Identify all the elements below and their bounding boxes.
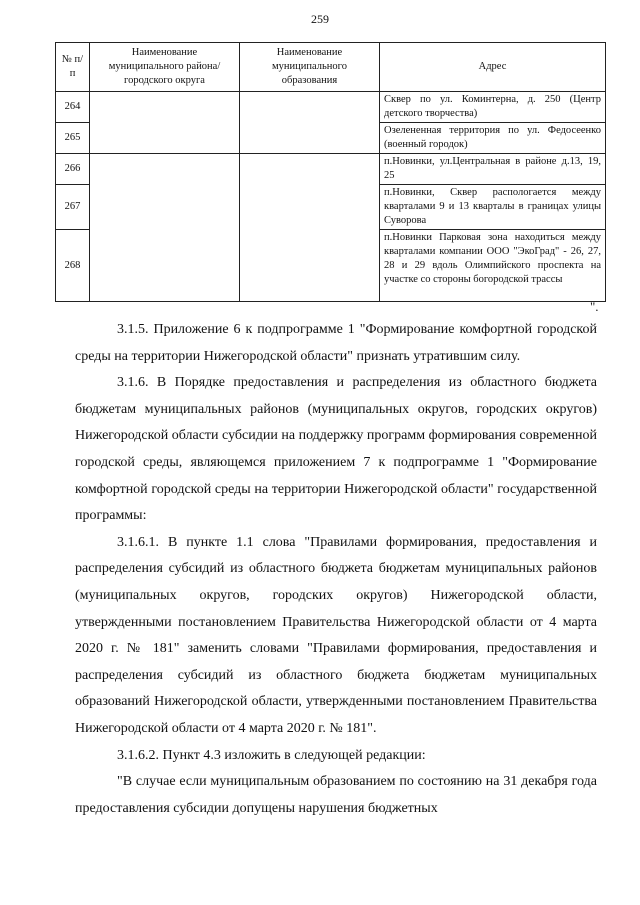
header-number: № п/п bbox=[56, 43, 90, 92]
page-number: 259 bbox=[311, 12, 329, 26]
district-cell bbox=[90, 154, 240, 302]
municipality-cell bbox=[240, 92, 380, 154]
paragraph-3-1-6: 3.1.6. В Порядке предоставления и распределения из областного бюджета бюджетам муниципальных районов (муниципальных округов, городских округов) Нижегородской области субсидии на поддержку программ формирования современной городской среды, являющемся приложением 7 к подпрограмме 1 "Формирование комфортной городской среды на территории Нижегородской области" государственной программы: bbox=[75, 375, 597, 524]
table-row bbox=[56, 92, 606, 123]
address-cell: Сквер по ул. Коминтерна, д. 250 (Центр детского творчества) bbox=[380, 92, 606, 123]
table-row bbox=[56, 154, 606, 185]
paragraph-3-1-6-1: 3.1.6.1. В пункте 1.1 слова "Правилами формирования, предоставления и распределения субсидий из областного бюджета бюджетам муниципальных районов (муниципальных округов, городских округов) Нижегородской области, утвержденными постановлением Правительства Нижегородской области от 4 марта 2020 г. № 181" заменить словами "Правилами формирования, предоставления и распределения субсидий из областного бюджета бюджетам муниципальных образований Нижегородской области, утвержденными постановлением Правительства Нижегородской области от 4 марта 2020 г. № 181". bbox=[75, 534, 597, 736]
address-cell: Озелененная территория по ул. Федосеенко (военный городок) bbox=[380, 123, 606, 154]
paragraph-3-1-6-2: 3.1.6.2. Пункт 4.3 изложить в следующей редакции: bbox=[117, 747, 426, 763]
header-municipality: Наименование муниципального образования bbox=[240, 43, 380, 92]
paragraph-3-1-5: 3.1.5. Приложение 6 к подпрограмме 1 "Формирование комфортной городской среды на территории Нижегородской области" признать утратившим силу. bbox=[75, 322, 597, 364]
address-table bbox=[55, 42, 606, 302]
header-address: Адрес bbox=[380, 43, 606, 92]
table-closing-quote: ". bbox=[590, 299, 599, 314]
row-number: 266 bbox=[56, 154, 90, 185]
row-number: 265 bbox=[56, 123, 90, 154]
table-header-row bbox=[56, 43, 606, 92]
address-cell: п.Новинки, ул.Центральная в районе д.13, 19, 25 bbox=[380, 154, 606, 185]
row-number: 264 bbox=[56, 92, 90, 123]
paragraph-quote-start: "В случае если муниципальным образованием по состоянию на 31 декабря года предоставления субсидии допущены нарушения бюджетных bbox=[75, 774, 597, 816]
address-cell: п.Новинки, Сквер распологается между кварталами 9 и 13 кварталы в границах улицы Суворова bbox=[380, 185, 606, 230]
district-cell bbox=[90, 92, 240, 154]
address-cell: п.Новинки Парковая зона находиться между кварталами компании ООО "ЭкоГрад" - 26, 27, 28 и 29 вдоль Олимпийского проспекта на участке со стороны богородской трассы bbox=[380, 230, 606, 302]
document-body bbox=[75, 317, 597, 822]
header-district: Наименование муниципального района/ городского округа bbox=[90, 43, 240, 92]
row-number: 267 bbox=[56, 185, 90, 230]
municipality-cell bbox=[240, 154, 380, 302]
row-number: 268 bbox=[56, 230, 90, 302]
